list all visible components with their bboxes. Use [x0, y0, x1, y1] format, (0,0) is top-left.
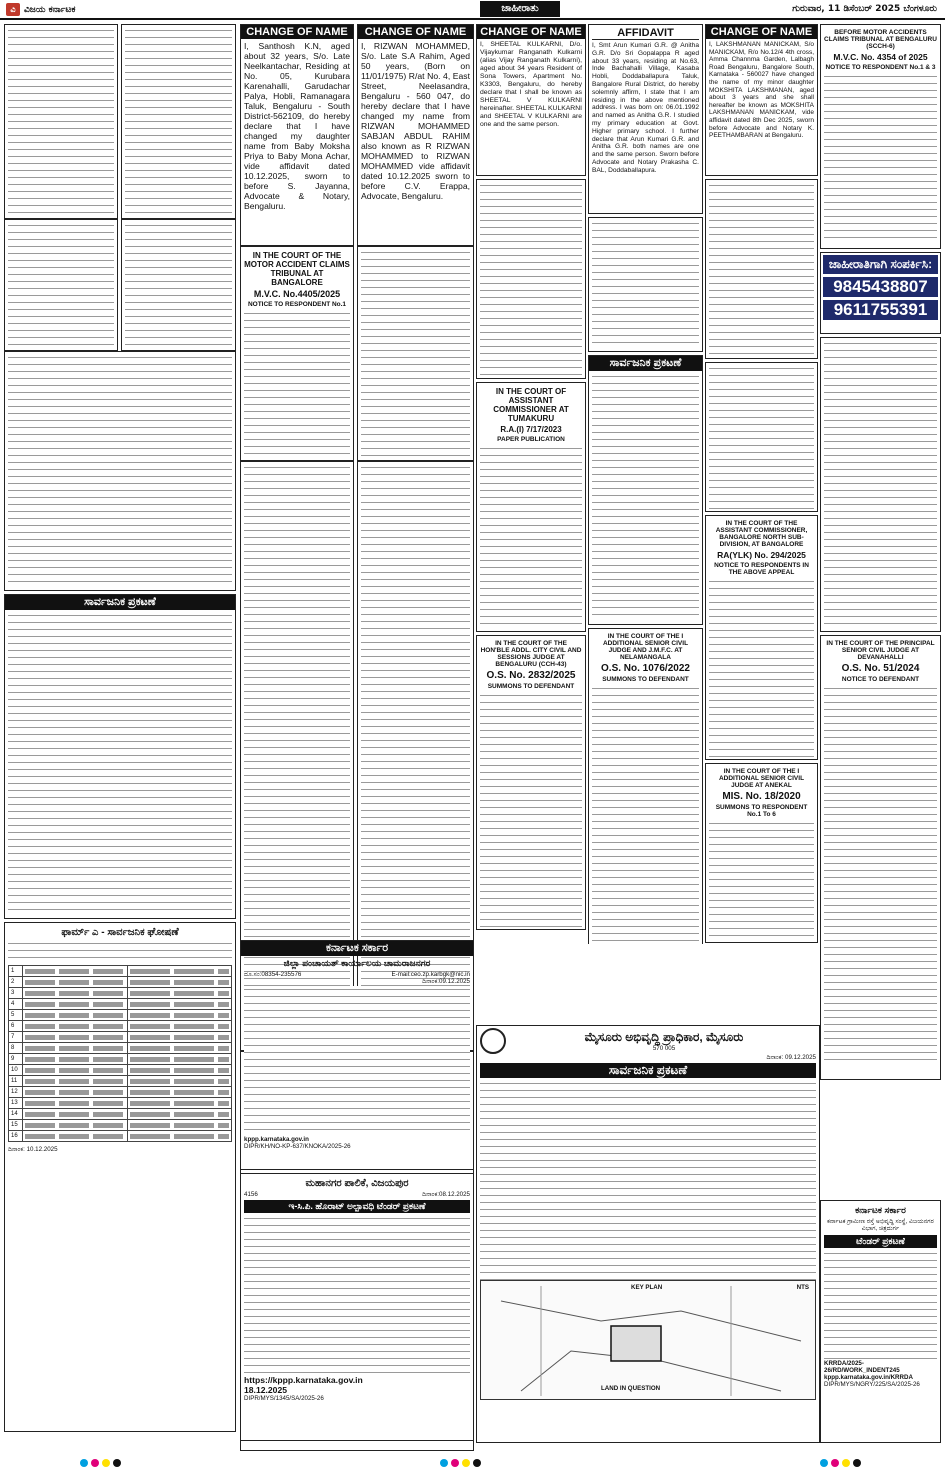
karnataka-tender — [820, 1200, 941, 1445]
row-number: 1 — [9, 966, 23, 977]
tender-url: kppp.karnataka.gov.in — [244, 1135, 309, 1143]
table-row — [9, 999, 232, 1010]
form-a-title: ಫಾರ್ಮ್ ಎ - ಸಾರ್ವಜನಿಕ ಘೋಷಣೆ — [61, 927, 179, 938]
public-notice-left — [4, 594, 236, 919]
mact-notice — [240, 246, 354, 461]
table-row — [9, 966, 232, 977]
row-number: 3 — [9, 988, 23, 999]
affidavit-notice — [588, 24, 703, 214]
color-dots-right — [820, 1459, 861, 1467]
table-row — [9, 1032, 232, 1043]
row-number: 4 — [9, 999, 23, 1010]
ad-phone-1: 9845438807 — [823, 277, 938, 297]
row-number: 13 — [9, 1098, 23, 1109]
change-of-name-header: CHANGE OF NAME — [706, 25, 817, 39]
table-row — [9, 1010, 232, 1021]
table-row — [9, 1065, 232, 1076]
table-row — [9, 1054, 232, 1065]
kt-govt: ಕರ್ನಾಟಕ ಸರ್ಕಾರ — [855, 1205, 906, 1215]
tumakuru-court-notice — [476, 382, 586, 632]
court-title: IN THE COURT OF THE I ADDITIONAL SENIOR CIVIL JUDGE AND J.M.F.C. AT NELAMANGALA — [602, 633, 689, 661]
mysore-title: ಮೈಸೂರು ಅಭಿವೃದ್ಧಿ ಪ್ರಾಧಿಕಾರ, ಮೈಸೂರು — [584, 1029, 744, 1044]
notice-block — [476, 179, 586, 379]
masthead — [0, 0, 945, 20]
municipal-date: ದಿನಾಂಕ:08.12.2025 — [422, 1191, 470, 1198]
change-of-name-4 — [705, 24, 818, 176]
case-number: M.V.C. No. 4354 of 2025 — [833, 52, 928, 62]
table-row — [9, 988, 232, 999]
municipal-portal: https://kppp.karnataka.gov.in — [244, 1375, 363, 1386]
change-of-name-text: I, SHEETAL KULKARNI, D/o. Vijaykumar Ranganath Kulkarni (alias Vijay Ranganath Kulkarni), aged about 34 years Resident of Sona Towers, Apartment No. K3303, Bengaluru, do hereby declare that I shall be known as SHEETAL V KULKARNI hereinafter. SHEETAL KULKARNI and SHEETAL V KULKARNI are one and the same person. — [480, 41, 582, 128]
devanahalli-notice — [820, 635, 941, 1080]
notice-subtitle: SUMMONS TO DEFENDANT — [487, 683, 575, 690]
court-title: IN THE COURT OF THE I ADDITIONAL SENIOR CIVIL JUDGE AT ANEKAL — [718, 768, 805, 789]
notice-block — [121, 219, 236, 351]
court-title: IN THE COURT OF ASSISTANT COMMISSIONER AT TUMAKURU — [493, 387, 569, 423]
row-number: 14 — [9, 1109, 23, 1120]
notice-subtitle: NOTICE TO RESPONDENT No.1 — [247, 301, 347, 308]
case-number: R.A.(I) 7/17/2023 — [500, 425, 562, 434]
case-number: O.S. No. 51/2024 — [841, 663, 920, 674]
row-number: 2 — [9, 977, 23, 988]
municipal-ref: 4156 — [244, 1191, 258, 1198]
table-row — [9, 1076, 232, 1087]
notice-block — [820, 337, 941, 632]
case-number: RA(YLK) No. 294/2025 — [717, 550, 806, 560]
land-in-question-label: LAND IN QUESTION — [601, 1385, 661, 1393]
notice-subtitle: PAPER PUBLICATION — [497, 436, 565, 443]
kt-url: kppp.karnataka.gov.in/KRRDA — [824, 1374, 913, 1382]
table-row — [9, 1109, 232, 1120]
change-of-name-text: I, RIZWAN MOHAMMED, S/o. Late S.A Rahim, Aged 50 years, (Born on 11/01/1975) R/at No. 4, East Street, Neelasandra, Bengaluru - 560 047, do hereby declare that I have changed my name from RIZWAN MOHAMMED SABJAN ABDUL RAHIM also known as R RIZWAN MOHAMMED to RIZWAN MOHAMMED vide affidavit dated 10.12.2025 sworn to before C.V. Erappa, Advocate, Bengaluru. — [361, 41, 470, 201]
case-number: O.S. No. 2832/2025 — [486, 670, 576, 681]
case-number: M.V.C. No.4405/2025 — [253, 289, 341, 299]
notice-subtitle: NOTICE TO RESPONDENTS IN THE ABOVE APPEAL — [714, 562, 809, 576]
yelahanka-appeal-notice — [705, 515, 818, 760]
public-notice-title: ಸಾರ್ವಜನಿಕ ಪ್ರಕಟಣೆ — [5, 595, 235, 610]
column-1 — [4, 24, 236, 1454]
row-number: 10 — [9, 1065, 23, 1076]
kt-code: DIPR/MYS/NGRY/225/SA/2025-26 — [824, 1381, 920, 1389]
court-title: IN THE COURT OF THE ASSISTANT COMMISSIONER, BANGALORE NORTH SUB-DIVISION, AT BANGALORE — [715, 520, 808, 548]
change-of-name-1 — [240, 24, 354, 246]
print-registration-marks — [0, 1456, 945, 1470]
row-number: 11 — [9, 1076, 23, 1087]
table-row — [9, 977, 232, 988]
form-a-table — [8, 965, 232, 1142]
govt-tender-notice — [240, 940, 474, 1170]
kt-office: ಕರ್ನಾಟಕ ಗ್ರಾಮೀಣ ರಸ್ತೆ ಅಭಿವೃದ್ಧಿ ಸಂಸ್ಥೆ, ವಿಜಯನಗರ ವಿಭಾಗ, ಚಿತ್ರದುರ್ಗ — [827, 1218, 934, 1233]
logo-badge: ವಿ — [6, 3, 20, 16]
court-title: IN THE COURT OF THE MOTOR ACCIDENT CLAIMS TRIBUNAL AT BANGALORE — [244, 251, 350, 287]
color-dots-center — [440, 1459, 481, 1467]
table-row — [9, 1098, 232, 1109]
change-of-name-text: I, LAKSHMANAN MANICKAM, S/o MANICKAM, R/o No.12/4 4th cross, Amma Channma Garden, Lalbagh Road Bengaluru, Bangalore South, Karnataka - 560027 have changed the name of my minor daughter MOKSHITA LAKSHMANAN, aged about 3 years and she shall hereafter be known as MOKSHITA LAKSHMANAN MANICKAM, vide affidavit dated 8th Dec 2025, sworn before Advocate and Notary K. PEETHAMBARAN at Bengaluru. — [709, 41, 814, 140]
ad-phone-2: 9611755391 — [823, 300, 938, 320]
notice-block — [4, 24, 118, 219]
notice-subtitle: SUMMONS TO DEFENDANT — [602, 676, 689, 683]
form-a-date: ದಿನಾಂಕ: 10.12.2025 — [8, 1146, 58, 1153]
govt-title: ಕರ್ನಾಟಕ ಸರ್ಕಾರ — [241, 941, 473, 956]
mysore-notice — [476, 1025, 820, 1445]
column-4 — [588, 24, 703, 944]
row-number: 6 — [9, 1021, 23, 1032]
notice-block — [4, 351, 236, 591]
mysore-date: ದಿನಾಂಕ: 09.12.2025 — [766, 1054, 816, 1061]
notice-block — [705, 179, 818, 359]
change-of-name-header: CHANGE OF NAME — [241, 25, 353, 39]
row-number: 9 — [9, 1054, 23, 1065]
notice-block — [357, 246, 474, 461]
court-title: BEFORE MOTOR ACCIDENTS CLAIMS TRIBUNAL AT BENGALURU (SCCH-6) — [824, 29, 937, 50]
court-title: IN THE COURT OF THE HON'BLE ADDL. CITY CIVIL AND SESSIONS JUDGE AT BENGALURU (CCH-43) — [480, 640, 582, 668]
change-of-name-text: I, Santhosh K.N, aged about 32 years, S/o. Late Neelkantachar, Residing at No. 05, Kurubara Karenahalli, Garudachar Palya, Hobli, Ramanagara Taluk, Bengaluru - South District-562109, do hereby declare that I have changed my daughter name from Baby Moksha Priya to Baby Mona Achar, vide affidavit dated 10.12.2025, sworn to before S. Jayanna, Advocate & Notary, Bengaluru. — [244, 41, 350, 211]
column-5 — [705, 24, 818, 944]
case-number: O.S. No. 1076/2022 — [601, 663, 690, 674]
tender-code: DIPR/KH/NO-KP-637/KNOKA/2025-26 — [244, 1142, 351, 1150]
municipal-tender — [240, 1173, 474, 1441]
row-number: 16 — [9, 1131, 23, 1142]
mysore-subtitle: ಸಾರ್ವಜನಿಕ ಪ್ರಕಟಣೆ — [480, 1063, 816, 1078]
row-number: 15 — [9, 1120, 23, 1131]
tender-tel: ದೂ.ಸಂ:08354-235576 — [244, 971, 302, 978]
change-of-name-header: CHANGE OF NAME — [477, 25, 585, 39]
public-notice-mid — [588, 355, 703, 625]
mact-sc-notice — [820, 24, 941, 249]
notice-block — [705, 362, 818, 512]
municipal-heading: ಇ-ಸಿ.ಪಿ. ಹೊರಾಟ್ ಅಲ್ಪಾವಧಿ ಟೆಂಡರ್ ಪ್ರಕಟಣೆ — [244, 1200, 470, 1213]
key-plan-label: KEY PLAN — [631, 1284, 663, 1292]
key-plan-drawing — [481, 1281, 819, 1399]
municipal-title: ಮಹಾನಗರ ಪಾಲಿಕೆ, ವಿಜಯಪುರ — [305, 1178, 409, 1189]
lower-left-tenders — [240, 940, 474, 1445]
column-3 — [476, 24, 586, 944]
court-title: IN THE COURT OF THE PRINCIPAL SENIOR CIVIL JUDGE AT DEVANAHALLI — [826, 640, 935, 661]
change-of-name-header: CHANGE OF NAME — [358, 25, 473, 39]
nts-label: NTS — [796, 1284, 809, 1292]
form-a-notice — [4, 922, 236, 1432]
key-plan-map — [480, 1280, 816, 1400]
municipal-code: DIPR/MYS/1345/SA/2025-26 — [244, 1395, 324, 1403]
notice-subtitle: SUMMONS TO RESPONDENT No.1 To 6 — [715, 804, 808, 818]
row-number: 8 — [9, 1043, 23, 1054]
notice-block — [588, 217, 703, 352]
nelamangala-notice — [588, 628, 703, 944]
table-row — [9, 1021, 232, 1032]
notice-subtitle: NOTICE TO DEFENDANT — [841, 676, 920, 683]
row-number: 7 — [9, 1032, 23, 1043]
ad-contact-title: ಜಾಹೀರಾತಿಗಾಗಿ ಸಂಪರ್ಕಿಸಿ: — [823, 255, 938, 274]
tender-email: E-mail:ceo.zp.karbgk@nic.in — [391, 971, 470, 978]
change-of-name-3 — [476, 24, 586, 176]
color-dots-left — [80, 1459, 121, 1467]
public-notice-title: ಸಾರ್ವಜನಿಕ ಪ್ರಕಟಣೆ — [589, 356, 702, 371]
row-number: 5 — [9, 1010, 23, 1021]
affidavit-text: I, Smt Arun Kumari G.R. @ Anitha G.R. D/o Sri Gopalappa R aged about 33 years, residing at No.63, Inde Bachahalli Village, Kasaba Hobli, Doddaballapura Taluk, Bangalore Rural District, do hereby solemnly affirm, I state that I am residing in the above mentioned address. I was born on: 06.01.1992 and named as Anitha G.R. I studied my primary education at Govt. Higher primary school. I further declare that Arun Kumari G.R. and Anitha G.R. both names are one and the same person. Sworn before Advocate and Notary Prakasha C. BAL, Doddaballapura. — [592, 42, 699, 174]
notice-subtitle: NOTICE TO RESPONDENT No.1 & 3 — [825, 64, 936, 71]
case-number: MIS. No. 18/2020 — [722, 791, 801, 802]
table-row — [9, 1131, 232, 1142]
municipal-last-date: 18.12.2025 — [244, 1385, 288, 1396]
paper-logo — [6, 3, 75, 16]
table-row — [9, 1120, 232, 1131]
notice-block — [121, 24, 236, 219]
tender-office: ಜಿಲ್ಲಾ ಪಂಚಾಯತ್ ಕಾರ್ಯಾಲಯ ಚಾಮರಾಜನಗರ — [283, 958, 431, 968]
kt-ref: KRRDA/2025-26/RD/WORK_INDENT245 — [824, 1359, 900, 1374]
mysore-pin: 570 005 — [652, 1044, 676, 1052]
page-label: ಜಾಹೀರಾತು — [480, 1, 560, 17]
kt-title: ಟೆಂಡರ್ ಪ್ರಕಟಣೆ — [824, 1235, 937, 1248]
tender-date: ದಿನಾಂಕ:09.12.2025 — [422, 978, 470, 986]
ad-contact-box — [820, 252, 941, 334]
emblem-icon — [480, 1028, 506, 1054]
paper-name: ವಿಜಯ ಕರ್ನಾಟಕ — [24, 4, 76, 15]
table-row — [9, 1087, 232, 1098]
city-civil-notice — [476, 635, 586, 930]
anekal-notice — [705, 763, 818, 943]
date-line: ಗುರುವಾರ, 11 ಡಿಸೆಂಬರ್ 2025 ಬೆಂಗಳೂರು — [792, 4, 937, 14]
row-number: 12 — [9, 1087, 23, 1098]
affidavit-header: AFFIDAVIT — [592, 27, 699, 40]
table-row — [9, 1043, 232, 1054]
change-of-name-2 — [357, 24, 474, 246]
notice-block — [4, 219, 118, 351]
